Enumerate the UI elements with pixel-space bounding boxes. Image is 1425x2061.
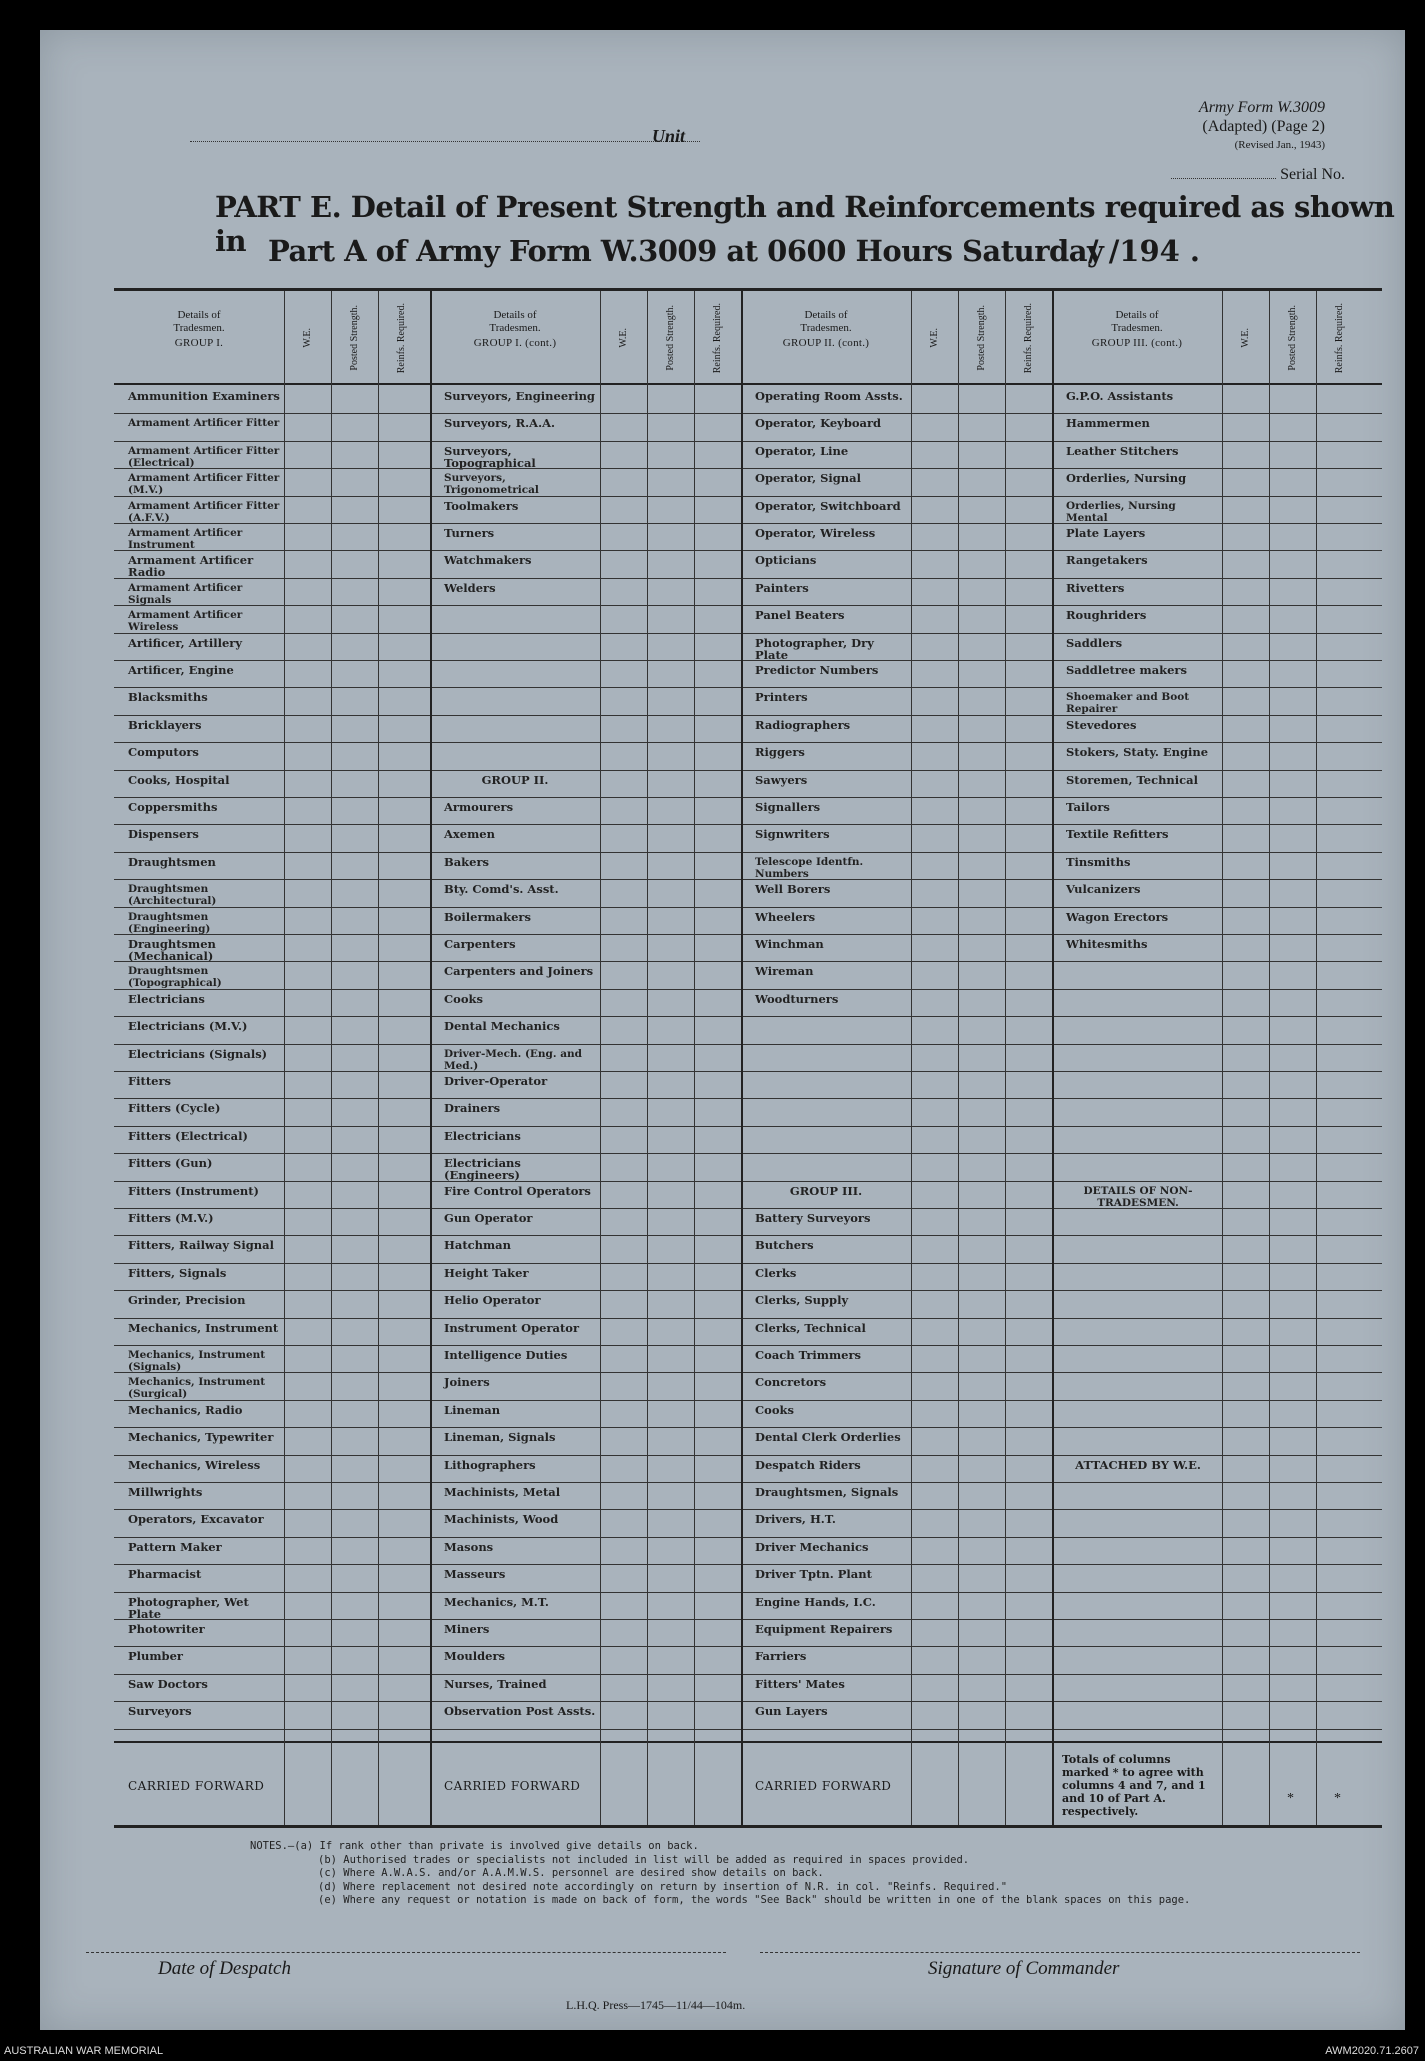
trade-name: Leather Stitchers	[1066, 443, 1179, 458]
trade-name: Armament Artificer Wireless	[128, 609, 243, 634]
trade-name: Wagon Erectors	[1066, 909, 1169, 924]
serial-dots	[1171, 178, 1276, 179]
trade-name: Butchers	[755, 1238, 814, 1253]
table-row	[114, 1593, 1382, 1620]
column-heading-we	[284, 291, 331, 385]
trade-name: Vulcanizers	[1066, 882, 1141, 897]
column-heading-label: Posted Strength.	[349, 305, 360, 371]
trade-name: Fitters (Gun)	[128, 1156, 213, 1171]
table-row	[114, 387, 1382, 414]
asterisk-marker: *	[1287, 1791, 1294, 1806]
table-row	[114, 551, 1382, 578]
trade-name: Electricians	[444, 1128, 521, 1143]
column-divider	[600, 291, 601, 1825]
trade-name: Concretors	[755, 1375, 827, 1390]
trade-name: Fitters (Electrical)	[128, 1128, 248, 1143]
trade-name: Blacksmiths	[128, 690, 208, 705]
trade-name: Clerks, Supply	[755, 1293, 849, 1308]
trade-name: Turners	[444, 526, 495, 540]
table-row	[114, 1045, 1382, 1072]
trade-name: Tinsmiths	[1066, 854, 1131, 869]
serial-label: Serial No.	[1280, 166, 1345, 183]
trade-name: Printers	[755, 690, 808, 705]
table-row	[114, 634, 1382, 661]
trade-name: Mechanics, Wireless	[128, 1457, 261, 1472]
trade-name: Nurses, Trained	[444, 1676, 547, 1691]
trade-name: Orderlies, Nursing	[1066, 471, 1187, 486]
army-form-page	[40, 30, 1405, 2030]
trade-name: Masseurs	[444, 1567, 506, 1582]
trade-name: Draughtsmen (Topographical)	[128, 965, 222, 990]
form-number: Army Form W.3009	[1198, 99, 1325, 116]
group-divider	[1052, 291, 1054, 1825]
trade-name: Panel Beaters	[755, 608, 845, 623]
form-revised: (Revised Jan., 1943)	[1234, 139, 1325, 151]
tradesmen-label: Tradesmen.	[489, 322, 541, 334]
column-divider	[284, 291, 285, 1825]
trade-name: Armament Artificer Fitter (M.V.)	[128, 472, 280, 497]
trade-name: Whitesmiths	[1066, 937, 1148, 951]
table-row	[114, 1182, 1382, 1209]
trade-name: Armament Artificer Fitter (Electrical)	[128, 444, 280, 469]
tradesmen-label: Tradesmen.	[1111, 322, 1163, 334]
trade-name: Clerks, Technical	[755, 1320, 866, 1335]
column-divider	[1269, 291, 1270, 1825]
trade-name: G.P.O. Assistants	[1066, 389, 1174, 403]
table-row	[114, 1565, 1382, 1592]
trade-name: Armament Artificer Fitter	[128, 417, 280, 430]
details-label: Details of	[804, 309, 848, 321]
column-heading-reinfs	[1316, 291, 1363, 385]
trade-name: Driver Mechanics	[755, 1539, 869, 1554]
table-row	[114, 1236, 1382, 1263]
trade-name: Rangetakers	[1066, 553, 1148, 568]
trade-name: Gun Layers	[755, 1704, 828, 1719]
carried-forward-row	[114, 1741, 1382, 1828]
table-row	[114, 1620, 1382, 1647]
table-row	[114, 1401, 1382, 1428]
trade-name: Artificer, Engine	[128, 663, 234, 677]
trade-name: Despatch Riders	[755, 1457, 861, 1472]
trade-name: Hatchman	[444, 1238, 511, 1253]
unit-line	[190, 128, 700, 142]
group-heading: GROUP II. (cont.)	[782, 337, 870, 349]
trade-name: Mechanics, Instrument (Surgical)	[128, 1376, 266, 1401]
trade-name: Battery Surveyors	[755, 1211, 871, 1225]
trade-name: Operator, Line	[755, 443, 849, 458]
table-row	[114, 524, 1382, 551]
page-title-line-1: PART E. Detail of Present Strength and Reinforcements required as shown in	[215, 190, 1395, 258]
trade-name: Mechanics, Radio	[128, 1402, 243, 1417]
signature-label: Signature of Commander	[928, 1958, 1120, 1979]
trade-name: Driver-Operator	[444, 1074, 548, 1088]
trade-name: Observation Post Assts.	[444, 1704, 596, 1719]
trade-name: Predictor Numbers	[755, 663, 879, 677]
table-row	[114, 1428, 1382, 1455]
trade-name: Hammermen	[1066, 416, 1150, 431]
table-row	[114, 935, 1382, 962]
details-label: Details of	[177, 309, 221, 321]
trade-name: Fitters' Mates	[755, 1676, 845, 1691]
trade-name: Clerks	[755, 1265, 797, 1280]
table-row	[114, 1510, 1382, 1537]
column-heading-posted	[958, 291, 1005, 385]
trade-name: Wireman	[755, 964, 814, 979]
table-row	[114, 962, 1382, 989]
trade-name: Grinder, Precision	[128, 1293, 246, 1308]
table-row	[114, 1154, 1382, 1181]
carried-forward-label: CARRIED FORWARD	[444, 1779, 581, 1793]
trade-name: Electricians (M.V.)	[128, 1019, 248, 1034]
column-divider	[694, 291, 695, 1825]
section-heading: DETAILS OF NON-TRADESMEN.	[1083, 1184, 1193, 1209]
trade-name: Armourers	[444, 800, 514, 814]
trade-name: Draughtsmen (Architectural)	[128, 883, 217, 908]
trade-name: Tailors	[1066, 800, 1110, 814]
trade-name: Cooks	[444, 991, 483, 1006]
table-row	[114, 1346, 1382, 1373]
column-heading-label: Reinfs. Required.	[1023, 302, 1034, 374]
trade-name: Dental Mechanics	[444, 1019, 560, 1034]
column-heading-posted	[331, 291, 378, 385]
trade-name: Computors	[128, 745, 199, 760]
table-row	[114, 497, 1382, 524]
column-heading-label: Reinfs. Required.	[396, 302, 407, 374]
trade-name: Storemen, Technical	[1066, 772, 1198, 787]
column-heading-we	[600, 291, 647, 385]
group-heading: GROUP I. (cont.)	[473, 337, 557, 349]
table-row	[114, 1702, 1382, 1729]
trade-name: Surveyors	[128, 1704, 192, 1719]
trade-name: Bricklayers	[128, 717, 202, 732]
trade-name: Fitters (M.V.)	[128, 1211, 214, 1225]
trade-name: Armament Artificer Instrument	[128, 527, 243, 551]
trade-name: Intelligence Duties	[444, 1348, 568, 1362]
trade-name: Machinists, Wood	[444, 1512, 559, 1527]
column-divider	[911, 291, 912, 1825]
credit-right: AWM2020.71.2607	[1325, 2045, 1419, 2057]
table-row	[114, 1456, 1382, 1483]
trade-name: Saw Doctors	[128, 1676, 208, 1691]
column-heading-reinfs	[694, 291, 741, 385]
note-e: (e) Where any request or notation is made on back of form, the words "See Back" should be written in one of the blank spaces on this page.	[318, 1894, 1191, 1906]
column-heading-we	[1222, 291, 1269, 385]
details-label: Details of	[493, 309, 537, 321]
credit-left: AUSTRALIAN WAR MEMORIAL	[4, 2045, 164, 2057]
trade-name: Roughriders	[1066, 608, 1147, 623]
trade-name: Surveyors, Trigonometrical	[444, 472, 539, 497]
group-heading-cell	[1052, 291, 1222, 385]
trade-name: Cooks, Hospital	[128, 772, 230, 787]
trade-name: Wheelers	[755, 909, 816, 924]
column-heading-label: Reinfs. Required.	[712, 302, 723, 374]
table-row	[114, 661, 1382, 688]
trade-name: Welders	[444, 580, 496, 595]
table-row	[114, 1319, 1382, 1346]
table-row	[114, 743, 1382, 770]
column-divider	[331, 291, 332, 1825]
column-divider	[1005, 291, 1006, 1825]
trade-name: Telescope Identfn. Numbers	[755, 855, 864, 880]
trade-name: Photographer, Dry Plate	[755, 635, 874, 662]
column-divider	[1316, 291, 1317, 1825]
trade-name: Signwriters	[755, 827, 830, 842]
group-heading-cell	[430, 291, 600, 385]
trade-name: Helio Operator	[444, 1293, 541, 1308]
signature-line	[760, 1952, 1360, 1953]
trade-name: Draughtsmen (Engineering)	[128, 910, 211, 935]
column-heading-label: Reinfs. Required.	[1334, 302, 1345, 374]
table-row	[114, 1127, 1382, 1154]
trade-name: Gun Operator	[444, 1211, 533, 1225]
trade-name: Dispensers	[128, 827, 199, 842]
trade-name: Fire Control Operators	[444, 1183, 591, 1198]
section-heading: ATTACHED BY W.E.	[1075, 1457, 1201, 1472]
table-row	[114, 1538, 1382, 1565]
table-row	[114, 990, 1382, 1017]
trade-name: Plate Layers	[1066, 526, 1146, 540]
trade-name: Drivers, H.T.	[755, 1512, 836, 1527]
table-row	[114, 1209, 1382, 1236]
column-heading-we	[911, 291, 958, 385]
trade-name: Operator, Signal	[755, 471, 861, 486]
serial-number	[1171, 166, 1345, 184]
unit-label: Unit	[652, 126, 686, 146]
trade-name: Artificer, Artillery	[128, 635, 243, 650]
trade-name: Machinists, Metal	[444, 1485, 561, 1499]
trade-name: Operating Room Assts.	[755, 389, 903, 403]
column-heading-posted	[647, 291, 694, 385]
table-row	[114, 825, 1382, 852]
table-row	[114, 442, 1382, 469]
trade-name: Electricians (Engineers)	[444, 1156, 521, 1183]
trade-name: Fitters	[128, 1074, 172, 1088]
table-row	[114, 1072, 1382, 1099]
table-row	[114, 469, 1382, 496]
trade-name: Coppersmiths	[128, 800, 218, 814]
column-heading-label: Posted Strength.	[976, 305, 987, 371]
table-row	[114, 798, 1382, 825]
details-label: Details of	[1115, 309, 1159, 321]
trade-name: Operators, Excavator	[128, 1512, 264, 1527]
trade-name: Winchman	[755, 937, 824, 951]
trade-name: Electricians (Signals)	[128, 1046, 268, 1061]
column-heading-label: W.E.	[929, 328, 940, 348]
carried-forward-label: CARRIED FORWARD	[128, 1779, 265, 1793]
trade-name: Carpenters	[444, 937, 516, 951]
table-row	[114, 880, 1382, 907]
trade-name: Painters	[755, 580, 809, 595]
trade-name: Driver Tptn. Plant	[755, 1567, 872, 1582]
table-row	[114, 908, 1382, 935]
trade-name: Dental Clerk Orderlies	[755, 1430, 901, 1445]
trade-name: Pharmacist	[128, 1567, 202, 1582]
group-divider	[741, 291, 743, 1825]
trade-name: Instrument Operator	[444, 1320, 580, 1335]
trade-name: Draughtsmen, Signals	[755, 1485, 899, 1499]
trade-name: Signallers	[755, 800, 821, 814]
trade-name: Surveyors, Engineering	[444, 389, 595, 403]
trade-name: Orderlies, Nursing Mental	[1066, 499, 1176, 524]
table-row	[114, 716, 1382, 743]
column-heading-label: W.E.	[618, 328, 629, 348]
note-d: (d) Where replacement not desired note accordingly on return by insertion of N.R. in col. "Reinfs. Required."	[318, 1880, 1008, 1893]
group-heading-cell	[114, 291, 284, 385]
tradesmen-label: Tradesmen.	[173, 322, 225, 334]
trade-name: Textile Refitters	[1066, 827, 1169, 842]
table-row	[114, 579, 1382, 606]
tradesmen-label: Tradesmen.	[800, 322, 852, 334]
column-heading-reinfs	[378, 291, 425, 385]
note-a: NOTES.—(a) If rank other than private is involved give details on back.	[250, 1840, 699, 1852]
trade-name: Draughtsmen	[128, 854, 216, 869]
table-row	[114, 1675, 1382, 1702]
trade-name: Armament Artificer Signals	[128, 581, 243, 606]
trade-name: Draughtsmen (Mechanical)	[128, 937, 216, 963]
date-line	[86, 1952, 726, 1953]
trade-name: Shoemaker and Boot Repairer	[1066, 691, 1190, 716]
table-row	[114, 853, 1382, 880]
trade-name: Ammunition Examiners	[128, 389, 280, 403]
page-title-date: / /194 .	[1088, 234, 1201, 268]
trade-name: Sawyers	[755, 772, 808, 787]
trade-name: Woodturners	[755, 991, 839, 1006]
column-divider	[958, 291, 959, 1825]
trade-name: Fitters, Railway Signal	[128, 1238, 274, 1253]
asterisk-marker: *	[1334, 1791, 1341, 1806]
table-row	[114, 1264, 1382, 1291]
table-row	[114, 1291, 1382, 1318]
group-heading: GROUP III. (cont.)	[1091, 337, 1183, 349]
trade-name: Saddlers	[1066, 635, 1123, 650]
group-heading-cell	[741, 291, 911, 385]
column-heading-label: Posted Strength.	[665, 305, 676, 371]
carried-forward-label: CARRIED FORWARD	[755, 1779, 892, 1793]
column-divider	[647, 291, 648, 1825]
column-heading-posted	[1269, 291, 1316, 385]
trade-name: Riggers	[755, 745, 805, 760]
trade-name: Engine Hands, I.C.	[755, 1594, 876, 1609]
trade-name: Drainers	[444, 1101, 501, 1116]
table-row	[114, 606, 1382, 633]
trade-name: Photowriter	[128, 1622, 205, 1636]
note-b: (b) Authorised trades or specialists not included in list will be added as required in spaces provided.	[318, 1853, 970, 1866]
column-divider	[378, 291, 379, 1825]
trade-name: Moulders	[444, 1649, 506, 1664]
trade-name: Lithographers	[444, 1457, 536, 1472]
trade-name: Surveyors, Topographical	[444, 443, 536, 470]
totals-note: Totals of columns marked * to agree with columns 4 and 7, and 1 and 10 of Part A. respectively.	[1062, 1753, 1206, 1818]
table-row	[114, 1373, 1382, 1400]
trade-name: Operator, Keyboard	[755, 416, 882, 431]
section-heading: GROUP III.	[789, 1183, 863, 1198]
table-row	[114, 414, 1382, 441]
date-of-despatch-label: Date of Despatch	[158, 1958, 291, 1979]
column-divider	[1222, 291, 1223, 1825]
trade-name: Rivetters	[1066, 580, 1125, 595]
trade-name: Farriers	[755, 1649, 807, 1664]
strength-table	[114, 288, 1382, 1828]
trade-name: Cooks	[755, 1402, 794, 1417]
table-row	[114, 688, 1382, 715]
trade-name: Pattern Maker	[128, 1539, 222, 1554]
trade-name: Millwrights	[128, 1485, 203, 1499]
column-heading-label: W.E.	[302, 328, 313, 348]
trade-name: Bty. Comd's. Asst.	[444, 882, 559, 897]
trade-name: Mechanics, M.T.	[444, 1594, 549, 1609]
trade-name: Watchmakers	[444, 553, 532, 568]
trade-name: Mechanics, Instrument	[128, 1320, 279, 1335]
trade-name: Well Borers	[755, 882, 831, 897]
form-reference	[1199, 98, 1325, 155]
trade-name: Mechanics, Instrument (Signals)	[128, 1349, 266, 1373]
table-row	[114, 1647, 1382, 1674]
trade-name: Radiographers	[755, 717, 851, 732]
group-divider	[430, 291, 432, 1825]
trade-name: Miners	[444, 1622, 490, 1636]
trade-name: Operator, Wireless	[755, 526, 876, 540]
trade-name: Bakers	[444, 854, 489, 869]
trade-name: Armament Artificer Fitter (A.F.V.)	[128, 499, 280, 524]
trade-name: Fitters (Cycle)	[128, 1101, 221, 1116]
trade-name: Plumber	[128, 1649, 183, 1664]
trade-name: Lineman, Signals	[444, 1430, 556, 1445]
column-heading-label: W.E.	[1240, 328, 1251, 348]
trade-name: Stevedores	[1066, 717, 1137, 732]
trade-name: Coach Trimmers	[755, 1348, 861, 1362]
table-row	[114, 1099, 1382, 1126]
table-row	[114, 1483, 1382, 1510]
trade-name: Fitters (Instrument)	[128, 1183, 259, 1198]
trade-name: Masons	[444, 1539, 494, 1554]
page-title-line-2: Part A of Army Form W.3009 at 0600 Hours Saturday	[268, 234, 1104, 268]
trade-name: Mechanics, Typewriter	[128, 1430, 274, 1445]
trade-name: Toolmakers	[444, 498, 519, 513]
trade-name: Fitters, Signals	[128, 1265, 227, 1280]
trade-name: Saddletree makers	[1066, 663, 1187, 677]
trade-name: Operator, Switchboard	[755, 498, 901, 513]
press-imprint: L.H.Q. Press—1745—11/44—104m.	[566, 1998, 746, 2012]
trade-name: Axemen	[444, 827, 495, 842]
trade-name: Opticians	[755, 553, 817, 568]
trade-name: Lineman	[444, 1402, 501, 1417]
trade-name: Boilermakers	[444, 909, 531, 924]
trade-name: Joiners	[444, 1375, 490, 1390]
trade-name: Height Taker	[444, 1265, 529, 1280]
group-heading: GROUP I.	[174, 337, 224, 349]
note-c: (c) Where A.W.A.S. and/or A.A.M.W.S. personnel are desired show details on back.	[318, 1867, 824, 1879]
trade-name: Surveyors, R.A.A.	[444, 416, 556, 431]
form-adapted: (Adapted) (Page 2)	[1202, 118, 1325, 135]
table-row	[114, 1017, 1382, 1044]
column-heading-label: Posted Strength.	[1287, 305, 1298, 371]
section-heading: GROUP II.	[481, 772, 549, 787]
notes	[250, 1840, 1190, 1908]
trade-name: Electricians	[128, 991, 205, 1006]
table-row	[114, 771, 1382, 798]
trade-name: Driver-Mech. (Eng. and Med.)	[444, 1047, 582, 1072]
trade-name: Equipment Repairers	[755, 1622, 893, 1636]
table-header	[114, 291, 1382, 385]
trade-name: Carpenters and Joiners	[444, 964, 594, 979]
trade-name: Stokers, Staty. Engine	[1066, 745, 1209, 760]
trade-name: Armament Artificer Radio	[128, 553, 254, 580]
trade-name: Photographer, Wet Plate	[128, 1594, 249, 1621]
column-heading-reinfs	[1005, 291, 1052, 385]
